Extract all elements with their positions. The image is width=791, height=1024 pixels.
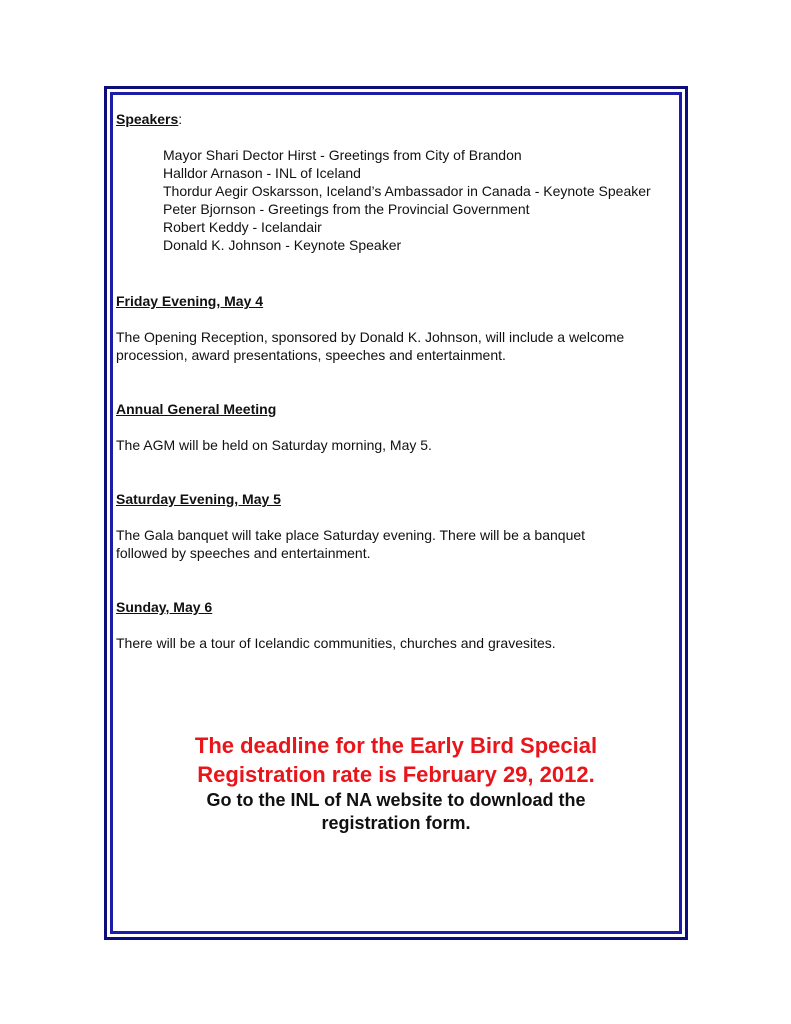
speaker-list xyxy=(163,146,674,254)
document-content xyxy=(116,110,676,652)
speaker-item: Peter Bjornson - Greetings from the Provincial Government xyxy=(163,201,530,217)
friday-heading: Friday Evening, May 4 xyxy=(116,293,264,309)
friday-section xyxy=(116,292,676,364)
speakers-heading-label: Speakers xyxy=(116,111,179,127)
sunday-section xyxy=(116,598,676,652)
deadline-notice xyxy=(104,731,688,835)
speaker-item: Robert Keddy - Icelandair xyxy=(163,219,322,235)
speaker-item: Thordur Aegir Oskarsson, Iceland’s Ambassador in Canada - Keynote Speaker xyxy=(163,183,651,199)
speaker-item: Halldor Arnason - INL of Iceland xyxy=(163,165,361,181)
agm-text: The AGM will be held on Saturday morning, May 5. xyxy=(116,437,432,453)
deadline-line-3: Go to the INL of NA website to download the xyxy=(206,790,586,810)
deadline-line-1: The deadline for the Early Bird Special xyxy=(194,733,598,758)
agm-section xyxy=(116,400,676,454)
sunday-text: There will be a tour of Icelandic communities, churches and gravesites. xyxy=(116,635,556,651)
deadline-line-4: registration form. xyxy=(321,813,471,833)
speakers-section xyxy=(116,110,676,254)
speakers-heading xyxy=(116,110,676,128)
saturday-text: The Gala banquet will take place Saturday evening. There will be a banquet followed by speeches and entertainment. xyxy=(116,527,586,561)
deadline-line-2: Registration rate is February 29, 2012. xyxy=(197,762,595,787)
speaker-item: Donald K. Johnson - Keynote Speaker xyxy=(163,237,402,253)
agm-heading: Annual General Meeting xyxy=(116,401,277,417)
saturday-section xyxy=(116,490,676,562)
speaker-item: Mayor Shari Dector Hirst - Greetings from City of Brandon xyxy=(163,147,522,163)
sunday-heading: Sunday, May 6 xyxy=(116,599,213,615)
saturday-heading: Saturday Evening, May 5 xyxy=(116,491,281,507)
speakers-heading-colon: : xyxy=(178,111,183,127)
friday-text: The Opening Reception, sponsored by Donald K. Johnson, will include a welcome procession, award presentations, speeches and entertainment. xyxy=(116,329,625,363)
